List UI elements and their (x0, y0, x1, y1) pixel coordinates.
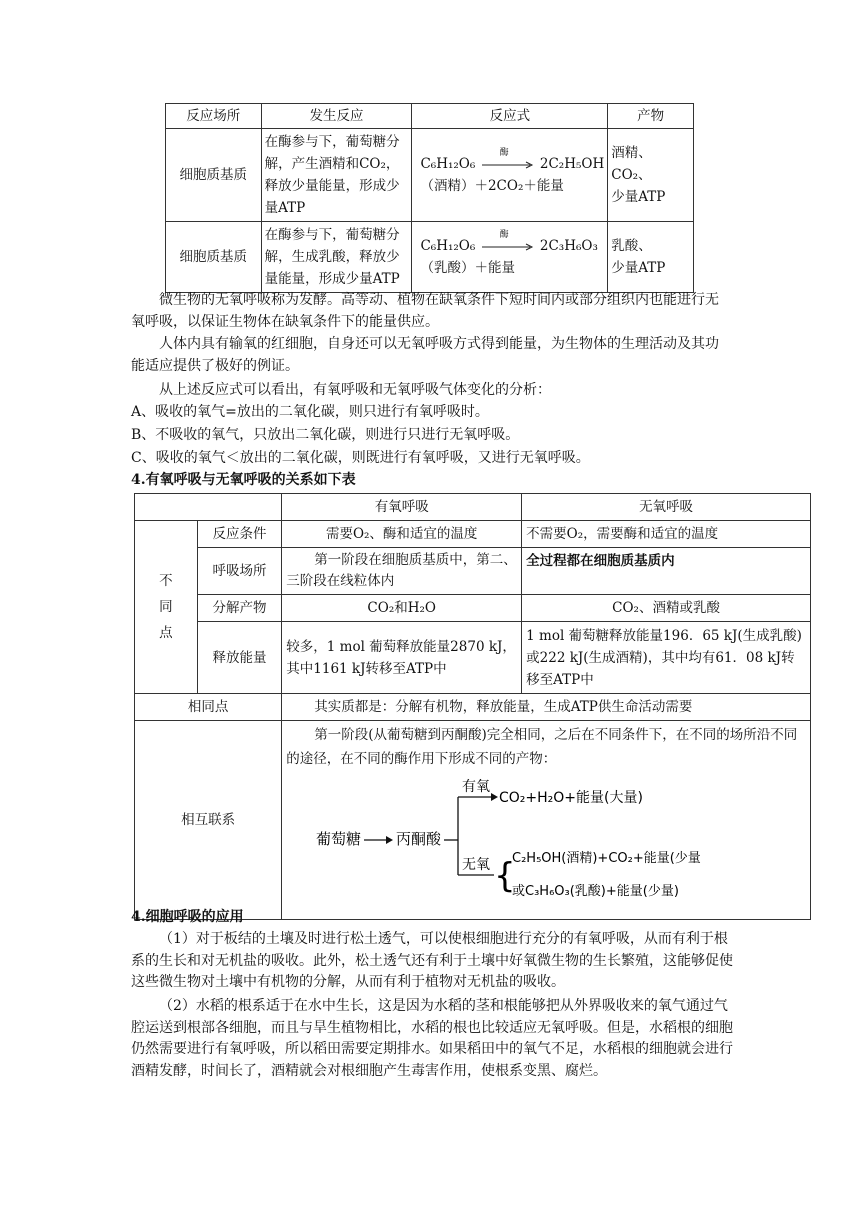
same-label: 相同点 (135, 694, 282, 721)
row-label: 分解产物 (197, 595, 282, 622)
equation-line2: （乳酸）＋能量 (420, 260, 515, 276)
same-text: 其实质都是：分解有机物，释放能量，生成ATP供生命活动需要 (282, 694, 811, 721)
section-title-relationship: 4.有氧呼吸与无氧呼吸的关系如下表 (131, 472, 356, 488)
comparison-table (134, 493, 811, 920)
col-header-reaction: 发生反应 (261, 104, 412, 129)
aerobic-product: CO₂+H₂O+能量(大量) (499, 790, 644, 806)
enzyme-arrow (480, 147, 536, 172)
anaerobic-product-1: C₂H₅OH(酒精)+CO₂+能量(少量 (512, 851, 702, 866)
anaerobic-cell: 不需要O₂，需要酶和适宜的温度 (522, 521, 811, 548)
anaerobic-cell: CO₂、酒精或乳酸 (522, 595, 811, 622)
fermentation-table (165, 103, 694, 293)
product-line: 少量ATP (611, 260, 666, 276)
col-header-equation: 反应式 (412, 104, 608, 129)
site-cell: 细胞质基质 (166, 222, 262, 293)
table-row (135, 694, 811, 721)
point-c: C、吸收的氧气＜放出的二氧化碳，则既进行有氧呼吸，又进行无氧呼吸。 (131, 450, 590, 466)
link-label: 相互联系 (135, 721, 282, 920)
anaerobic-prefix: 全 (526, 553, 540, 569)
table-row (135, 595, 811, 622)
application-paragraph-1: （1）对于板结的土壤及时进行松土透气，可以使根细胞进行充分的有氧呼吸，从而有利于根系的生长和对无机盐的吸收。此外，松土透气还有利于土壤中好氧微生物的生长繁殖，这能够促使这些微生物对土壤中有机物的分解，从而有利于植物对无机盐的吸收。 (131, 931, 733, 990)
equation-left: C₆H₁₂O₆ (420, 156, 476, 172)
table-row (135, 622, 811, 694)
empty-header-cell (135, 494, 282, 521)
glucose-label: 葡萄糖 (316, 830, 362, 848)
reaction-cell: 在酶参与下，葡萄糖分解，生成乳酸，释放少量能量，形成少量ATP (261, 222, 412, 293)
paragraph-analysis: 从上述反应式可以看出，有氧呼吸和无氧呼吸气体变化的分析： (159, 382, 551, 398)
table-row (166, 222, 694, 293)
product-cell (608, 222, 694, 293)
equation-right: 2C₂H₅OH (539, 156, 605, 172)
col-header-site: 反应场所 (166, 104, 262, 129)
enzyme-label: 酶 (499, 229, 509, 240)
table-row (135, 721, 811, 920)
link-text: 第一阶段(从葡萄糖到丙酮酸)完全相同，之后在不同条件下，在不同的场所沿不同的途径，在不同的酶作用下形成不同的产物： (286, 727, 798, 767)
paragraph-red-cells: 人体内具有输氧的红细胞，自身还可以无氧呼吸方式得到能量，为生物体的生理活动及其功能适应提供了极好的例证。 (131, 336, 719, 374)
curly-brace: { (494, 856, 516, 896)
aerobic-cell: 第一阶段在细胞质基质中，第二、三阶段在线粒体内 (282, 548, 522, 595)
product-cell (608, 129, 694, 222)
equation-left: C₆H₁₂O₆ (420, 238, 476, 254)
paragraph-fermentation: 微生物的无氧呼吸称为发酵。高等动、植物在缺氧条件下短时间内或部分组织内也能进行无氧呼吸，以保证生物体在缺氧条件下的能量供应。 (131, 292, 719, 330)
table-header-row (135, 494, 811, 521)
anaerobic-branch-label: 无氧 (462, 857, 491, 873)
anaerobic-text: 过程都在细胞质基质内 (539, 553, 675, 569)
link-cell (282, 721, 811, 920)
aerobic-cell: 需要O₂、酶和适宜的温度 (282, 521, 522, 548)
product-line: 乳酸、 (611, 238, 652, 254)
arrow-head (386, 836, 393, 844)
col-header-aerobic: 有氧呼吸 (282, 494, 522, 521)
point-b: B、不吸收的氧气，只放出二氧化碳，则进行只进行无氧呼吸。 (131, 427, 520, 443)
equation-cell (412, 222, 608, 293)
section-title-application: 4.细胞呼吸的应用 (131, 909, 244, 925)
enzyme-label: 酶 (499, 147, 509, 158)
point-a: A、吸收的氧气=放出的二氧化碳，则只进行有氧呼吸时。 (131, 404, 489, 420)
table-row (135, 521, 811, 548)
product-line: 酒精、CO₂、 (611, 145, 652, 183)
anaerobic-cell (522, 548, 811, 595)
anaerobic-cell: 1 mol 葡萄糖释放能量196．65 kJ(生成乳酸)或222 kJ(生成酒精)，其中均有61．08 kJ转移至ATP中 (522, 622, 811, 694)
product-line: 少量ATP (611, 189, 666, 205)
pyruvate-label: 丙酮酸 (396, 830, 442, 848)
diff-label-cell (135, 521, 198, 694)
diff-label: 不同点 (159, 573, 173, 641)
respiration-pathway-diagram (316, 775, 766, 903)
col-header-product: 产物 (608, 104, 694, 129)
aerobic-branch-label: 有氧 (462, 779, 491, 795)
site-cell: 细胞质基质 (166, 129, 262, 222)
table-row (135, 548, 811, 595)
reaction-cell: 在酶参与下，葡萄糖分解，产生酒精和CO₂，释放少量能量，形成少量ATP (261, 129, 412, 222)
application-paragraph-2: （2）水稻的根系适于在水中生长，这是因为水稻的茎和根能够把从外界吸收来的氧气通过气腔运送到根部各细胞，而且与旱生植物相比，水稻的根也比较适应无氧呼吸。但是，水稻根的细胞仍然需要进行有氧呼吸，所以稻田需要定期排水。如果稻田中的氧气不足，水稻根的细胞就会进行酒精发酵，时间长了，酒精就会对根细胞产生毒害作用，使根系变黑、腐烂。 (131, 998, 733, 1079)
equation-cell (412, 129, 608, 222)
row-label: 反应条件 (197, 521, 282, 548)
table-row (166, 129, 694, 222)
aerobic-cell: CO₂和H₂O (282, 595, 522, 622)
col-header-anaerobic: 无氧呼吸 (522, 494, 811, 521)
row-label: 释放能量 (197, 622, 282, 694)
arrow-head (491, 793, 498, 801)
enzyme-arrow (480, 229, 536, 254)
anaerobic-product-2: 或C₃H₆O₃(乳酸)+能量(少量) (512, 884, 680, 899)
aerobic-cell: 较多，1 mol 葡萄释放能量2870 kJ，其中1161 kJ转移至ATP中 (282, 622, 522, 694)
row-label: 呼吸场所 (197, 548, 282, 595)
equation-right: 2C₃H₆O₃ (539, 238, 598, 254)
equation-line2: （酒精）＋2CO₂＋能量 (420, 178, 564, 194)
table-header-row (166, 104, 694, 129)
